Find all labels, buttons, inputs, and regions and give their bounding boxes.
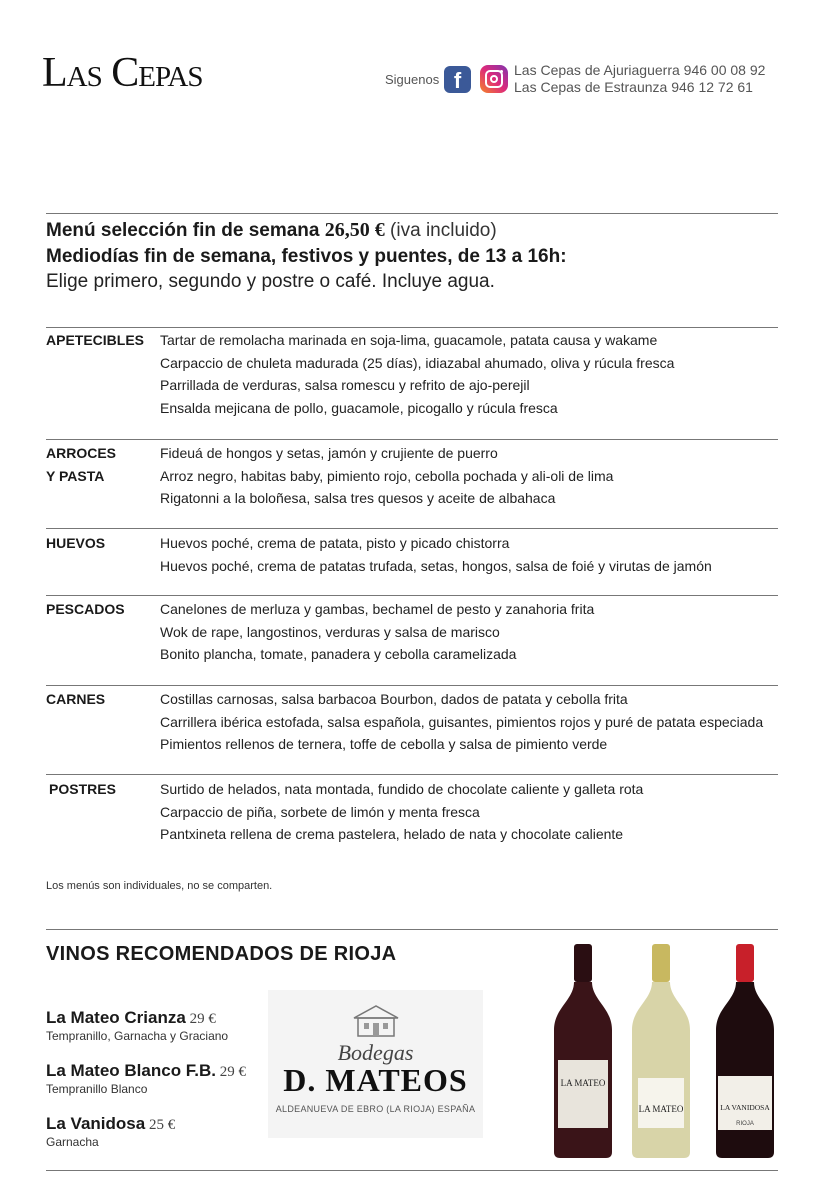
menu-item: Carrillera ibérica estofada, salsa española, guisantes, pimientos rojos y puré de patata especiada <box>160 713 764 730</box>
bottle-region-text: RIOJA <box>736 1121 754 1127</box>
menu-item: Pantxineta rellena de crema pastelera, helado de nata y chocolate caliente <box>160 826 624 842</box>
section-label-arroces <box>46 442 116 487</box>
wine-name-vanidosa <box>46 1114 175 1134</box>
section-items-arroces <box>160 442 613 510</box>
bottle-label-text: LA MATEO <box>560 1078 606 1088</box>
menu-subtitle: Mediodías fin de semana, festivos y puentes, de 13 a 16h: <box>46 246 567 267</box>
wine-grapes: Tempranillo Blanco <box>46 1082 148 1096</box>
menu-item: Huevos poché, crema de patata, pisto y picado chistorra <box>160 535 510 551</box>
divider <box>46 327 778 328</box>
contact-estraunza: Las Cepas de Estraunza 946 12 72 61 <box>514 79 753 95</box>
section-label-carnes: CARNES <box>46 691 106 707</box>
contact-info <box>514 62 765 96</box>
divider <box>46 685 778 686</box>
menu-item: Fideuá de hongos y setas, jamón y crujiente de puerro <box>160 445 498 461</box>
bodegas-script: Bodegas <box>337 1040 414 1065</box>
wine-price: 29 € <box>216 1064 247 1080</box>
menu-item: Parrillada de verduras, salsa romescu y refrito de ajo-perejil <box>160 377 530 393</box>
menu-note: Los menús son individuales, no se comparten. <box>46 880 273 892</box>
menu-item: Huevos poché, crema de patatas trufada, setas, hongos, salsa de foié y virutas de jamón <box>160 557 712 574</box>
wine-grapes: Tempranillo, Garnacha y Graciano <box>46 1029 229 1043</box>
divider <box>46 1170 778 1171</box>
divider <box>46 595 778 596</box>
wine-name-blanco <box>46 1061 246 1081</box>
menu-item: Tartar de remolacha marinada en soja-lima, guacamole, patata causa y wakame <box>160 332 658 348</box>
divider <box>46 528 778 529</box>
bottle-label-text: LA VANIDOSA <box>720 1103 770 1112</box>
bottle-la-vanidosa <box>710 940 780 1162</box>
wine-name-crianza <box>46 1008 216 1028</box>
follow-label: Siguenos <box>385 72 440 87</box>
section-label-apetecibles: APETECIBLES <box>46 332 145 348</box>
section-label-huevos: HUEVOS <box>46 535 106 551</box>
las-cepas-logo: Las Cepas <box>42 50 203 96</box>
bodegas-location: ALDEANUEVA DE EBRO (LA RIOJA) ESPAÑA <box>275 1104 476 1114</box>
iva-note: (iva incluido) <box>384 220 497 241</box>
wine-name-text: La Mateo Blanco F.B. <box>46 1061 217 1080</box>
menu-item: Carpaccio de chuleta madurada (25 días), idiazabal ahumado, oliva y rúcula fresca <box>160 354 675 371</box>
menu-title-text: Menú selección fin de semana <box>46 220 325 241</box>
divider <box>46 774 778 775</box>
menu-item: Canelones de merluza y gambas, bechamel de pesto y zanahoria frita <box>160 601 595 617</box>
bodegas-d-mateos-logo <box>268 990 483 1138</box>
bottle-la-mateo-crianza <box>548 940 618 1162</box>
menu-item: Wok de rape, langostinos, verduras y salsa de marisco <box>160 623 500 640</box>
wine-grapes: Garnacha <box>46 1135 99 1149</box>
bodegas-name: D. MATEOS <box>283 1062 468 1098</box>
menu-item: Ensalda mejicana de pollo, guacamole, picogallo y rúcula fresca <box>160 399 558 416</box>
menu-item: Bonito plancha, tomate, panadera y cebolla caramelizada <box>160 646 517 662</box>
wines-title: VINOS RECOMENDADOS DE RIOJA <box>46 943 397 965</box>
divider <box>46 213 778 214</box>
menu-item: Surtido de helados, nata montada, fundido de chocolate caliente y galleta rota <box>160 781 644 797</box>
wine-price: 25 € <box>145 1117 176 1133</box>
section-items-apetecibles <box>160 329 674 419</box>
bottle-label-text: LA MATEO <box>638 1104 684 1114</box>
contact-ajuriaguerra: Las Cepas de Ajuriaguerra 946 00 08 92 <box>514 62 766 78</box>
section-items-huevos <box>160 532 712 577</box>
section-label-pescados: PESCADOS <box>46 601 125 617</box>
section-label-line: ARROCES <box>46 445 117 461</box>
divider <box>46 439 778 440</box>
menu-item: Arroz negro, habitas baby, pimiento rojo, cebolla pochada y ali-oli de lima <box>160 467 614 484</box>
menu-item: Rigatonni a la boloñesa, salsa tres quesos y aceite de albahaca <box>160 490 556 506</box>
menu-instructions: Elige primero, segundo y postre o café. Incluye agua. <box>46 271 495 292</box>
wine-name-text: La Vanidosa <box>46 1114 146 1133</box>
menu-item: Costillas carnosas, salsa barbacoa Bourbon, dados de patata y cebolla frita <box>160 691 628 707</box>
section-items-pescados <box>160 598 594 666</box>
menu-title <box>46 219 497 242</box>
section-label-postres: POSTRES <box>49 781 116 797</box>
facebook-icon[interactable]: f <box>444 66 471 93</box>
divider <box>46 929 778 930</box>
section-label-line: Y PASTA <box>46 467 105 484</box>
menu-item: Carpaccio de piña, sorbete de limón y menta fresca <box>160 803 480 820</box>
section-items-carnes <box>160 688 763 756</box>
section-items-postres <box>160 778 643 846</box>
bottle-la-mateo-blanco <box>626 940 696 1162</box>
wine-name-text: La Mateo Crianza <box>46 1008 186 1027</box>
instagram-icon[interactable] <box>480 65 508 93</box>
winery-house-icon <box>346 1000 406 1040</box>
wine-price: 29 € <box>185 1011 216 1027</box>
menu-price: 26,50 € <box>324 219 385 241</box>
menu-item: Pimientos rellenos de ternera, toffe de cebolla y salsa de pimiento verde <box>160 736 608 752</box>
